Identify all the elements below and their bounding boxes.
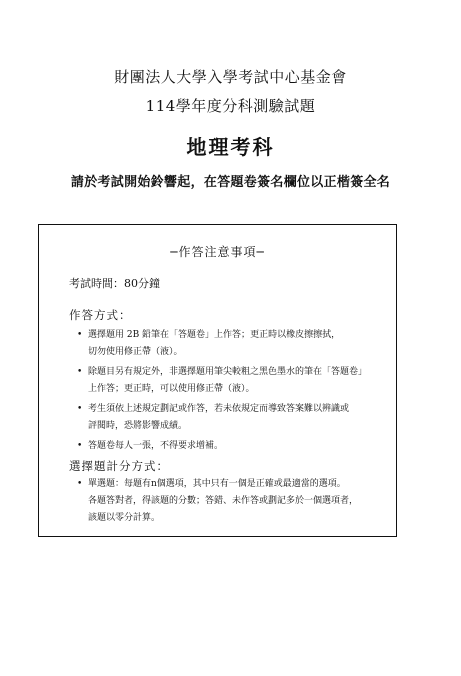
notice-box bbox=[38, 224, 397, 537]
list-item-line: 切勿使用修正帶（液）。 bbox=[88, 347, 183, 357]
list-item-line: 答題卷每人一張，不得要求增補。 bbox=[88, 441, 224, 451]
list-item bbox=[77, 476, 389, 527]
list-item-line: 評閱時，恐將影響成績。 bbox=[88, 421, 188, 431]
scoring-heading: 選擇題計分方式： bbox=[69, 459, 169, 473]
bullet-icon: • bbox=[77, 479, 83, 489]
scoring-list bbox=[77, 476, 389, 530]
list-item bbox=[77, 364, 389, 398]
list-item-line: 選擇題用 2B 鉛筆在「答題卷」上作答；更正時以橡皮擦擦拭， bbox=[88, 330, 341, 340]
bullet-icon: • bbox=[77, 330, 83, 340]
bullet-icon: • bbox=[77, 404, 83, 414]
list-item bbox=[77, 327, 389, 361]
method-list bbox=[77, 327, 389, 458]
notice-title: ─作答注意事項─ bbox=[170, 245, 265, 259]
method-heading: 作答方式： bbox=[69, 308, 132, 322]
exam-time: 考試時間：80分鐘 bbox=[69, 277, 160, 290]
list-item-line: 各題答對者，得該題的分數；答錯、未作答或劃記多於一個選項者， bbox=[88, 496, 359, 506]
list-item bbox=[77, 401, 389, 435]
list-item-line: 單選題：每題有n個選項，其中只有一個是正確或最適當的選項。 bbox=[88, 479, 346, 489]
bullet-icon: • bbox=[77, 441, 83, 451]
bullet-icon: • bbox=[77, 367, 83, 377]
exam-name: 114學年度分科測驗試題 bbox=[145, 97, 316, 115]
list-item-line: 除題目另有規定外，非選擇題用筆尖較粗之黑色墨水的筆在「答題卷」 bbox=[88, 367, 368, 377]
organization-name: 財團法人大學入學考試中心基金會 bbox=[114, 68, 347, 86]
signature-instruction: 請於考試開始鈴響起，在答題卷簽名欄位以正楷簽全名 bbox=[70, 175, 391, 190]
list-item bbox=[77, 438, 389, 455]
list-item-line: 考生須依上述規定劃記或作答，若未依規定而導致答案難以辨識或 bbox=[88, 404, 350, 414]
list-item-line: 上作答；更正時，可以使用修正帶（液）。 bbox=[88, 384, 255, 394]
subject-title: 地理考科 bbox=[186, 135, 275, 159]
list-item-line: 該題以零分計算。 bbox=[88, 513, 161, 523]
